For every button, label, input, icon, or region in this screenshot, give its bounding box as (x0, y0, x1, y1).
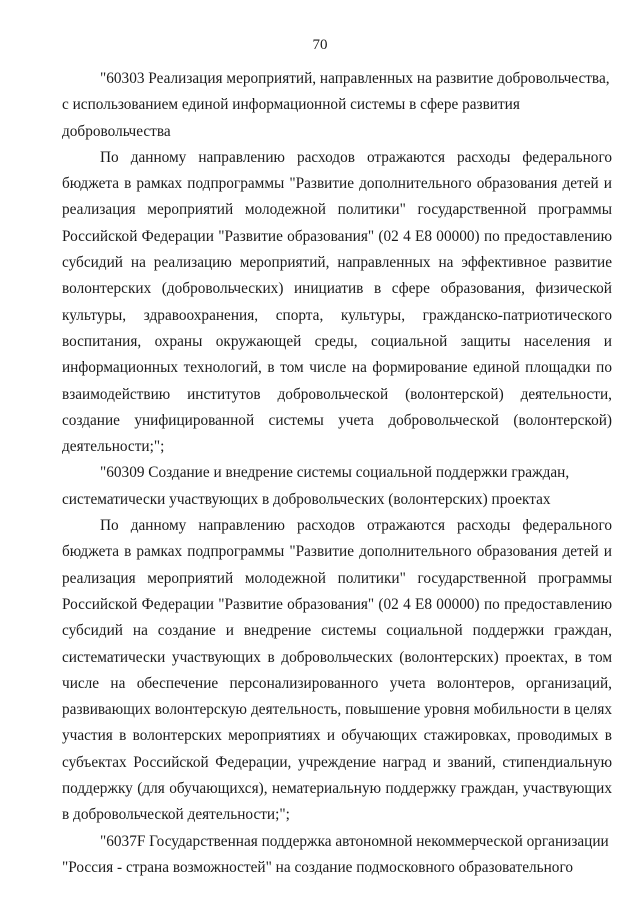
document-body (62, 66, 612, 881)
section-heading-60309: "60309 Создание и внедрение системы социальной поддержки граждан, систематически участвующих в добровольческих (волонтерских) проектах (62, 464, 570, 508)
section-description-60303: По данному направлению расходов отражаются расходы федерального бюджета в рамках подпрограммы "Развитие дополнительного образования детей и реализация мероприятий молодежной политики" государственной программы Российской Федерации "Развитие образования" (02 4 Е8 00000) по предоставлению субсидий на реализацию мероприятий, направленных на эффективное развитие волонтерских (добровольческих) инициатив в сфере образования, физической культуры, здравоохранения, спорта, культуры, гражданско-патриотического воспитания, охраны окружающей среды, социальной защиты населения и информационных технологий, в том числе на формирование единой площадки по взаимодействию институтов добровольческой (волонтерской) деятельности, создание унифицированной системы учета добровольческой (волонтерской) деятельности;"; (62, 148, 612, 456)
section-heading-6037f: "6037F Государственная поддержка автономной некоммерческой организации "Россия - страна возможностей" на создание подмосковного образовательного (62, 832, 609, 876)
page-number: 70 (312, 37, 328, 53)
section-description-60309: По данному направлению расходов отражаются расходы федерального бюджета в рамках подпрограммы "Развитие дополнительного образования детей и реализация мероприятий молодежной политики" государственной программы Российской Федерации "Развитие образования" (02 4 Е8 00000) по предоставлению субсидий на создание и внедрение системы социальной поддержки граждан, систематически участвующих в добровольческих (волонтерских) проектах, в том числе на обеспечение персонализированного учета волонтеров, организаций, развивающих волонтерскую деятельность, повышение уровня мобильности в целях участия в волонтерских мероприятиях и обучающих стажировках, проводимых в субъектах Российской Федерации, учреждение наград и званий, стипендиальную поддержку (для обучающихся), нематериальную поддержку граждан, участвующих в добровольческой деятельности;"; (62, 517, 612, 824)
section-heading-60303: "60303 Реализация мероприятий, направленных на развитие добровольчества, с использованием единой информационной системы в сфере развития добровольчества (62, 70, 610, 140)
